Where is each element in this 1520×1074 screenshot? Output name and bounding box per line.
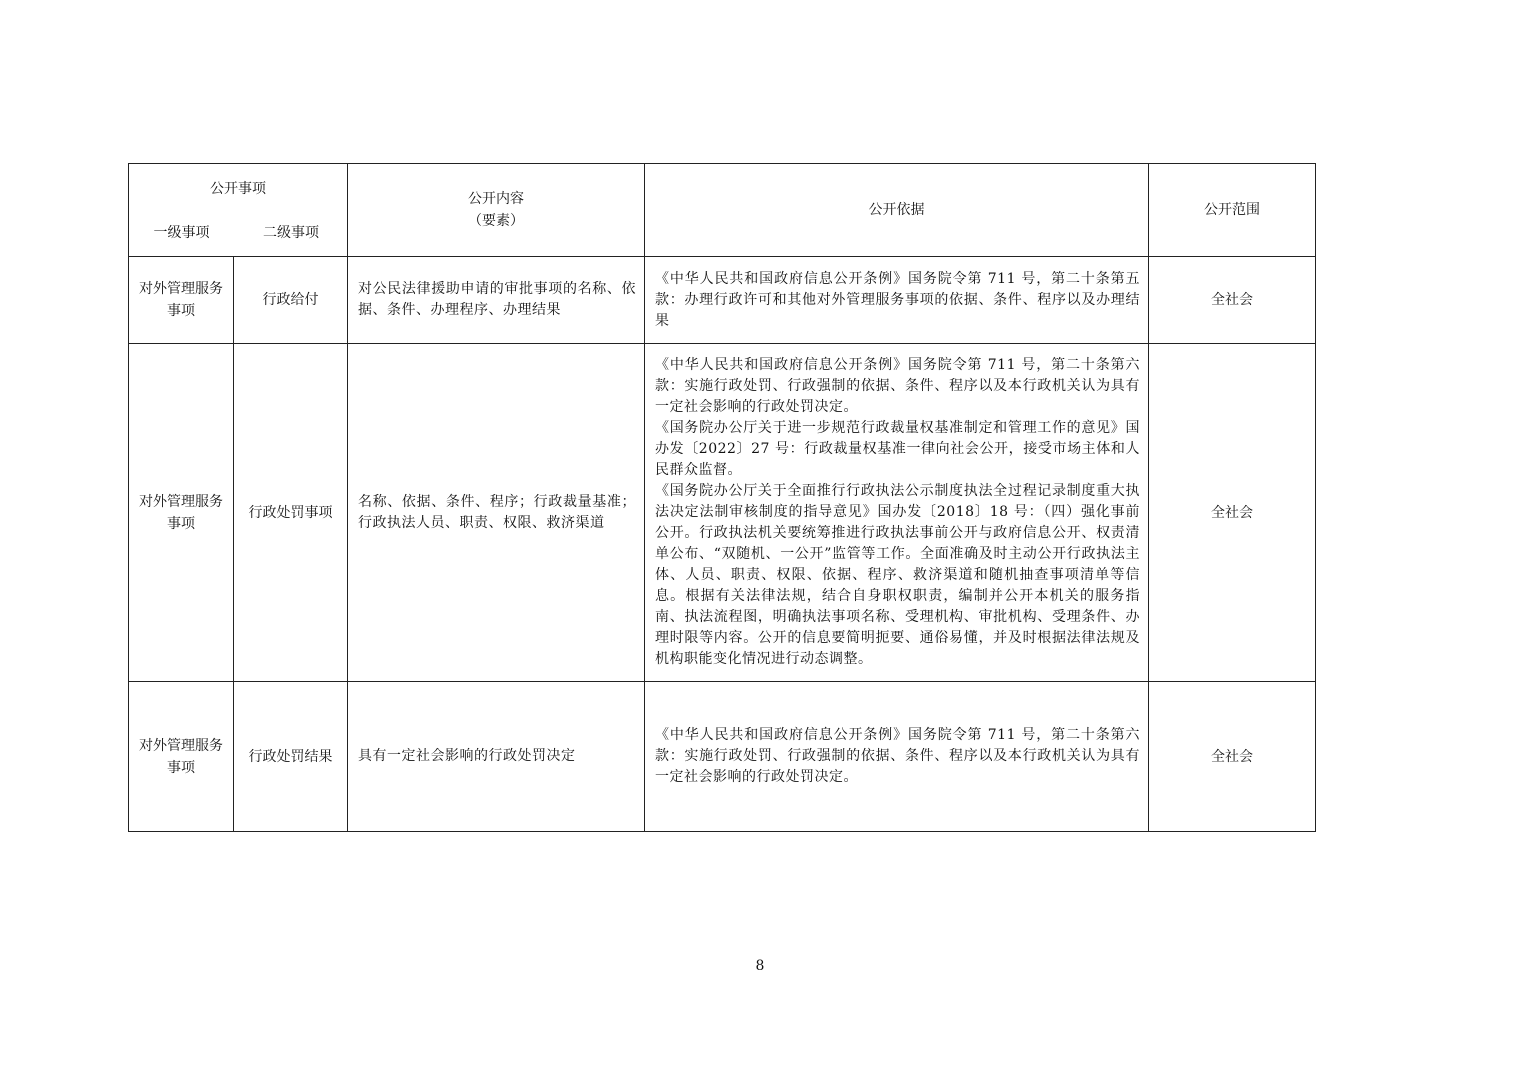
disclosure-table	[128, 163, 1316, 832]
row-level2: 行政处罚结果	[234, 682, 348, 832]
header-content-elements: （要素）	[468, 213, 524, 229]
header-level1: 一级事项	[153, 225, 210, 241]
header-scope: 公开范围	[1149, 164, 1316, 257]
row-basis	[645, 344, 1149, 682]
row-basis	[645, 682, 1149, 832]
row-level1: 对外管理服务事项	[129, 257, 234, 344]
header-content-cell	[348, 164, 645, 257]
header-matters-cell	[129, 164, 348, 257]
row-scope: 全社会	[1149, 682, 1316, 832]
table-row	[129, 682, 1316, 832]
row-level1: 对外管理服务事项	[129, 344, 234, 682]
header-row	[129, 164, 1316, 257]
page-number: 8	[755, 958, 765, 974]
row-scope: 全社会	[1149, 344, 1316, 682]
table-row	[129, 344, 1316, 682]
table-row	[129, 257, 1316, 344]
header-level2: 二级事项	[263, 225, 319, 241]
basis-paragraph: 《国务院办公厅关于进一步规范行政裁量权基准制定和管理工作的意见》国办发〔2022〕27 号：行政裁量权基准一律向社会公开，接受市场主体和人民群众监督。	[655, 420, 1140, 478]
row-level2: 行政处罚事项	[234, 344, 348, 682]
row-content: 对公民法律援助申请的审批事项的名称、依据、条件、办理程序、办理结果	[348, 257, 645, 344]
row-scope: 全社会	[1149, 257, 1316, 344]
header-matters: 公开事项	[210, 181, 266, 197]
basis-paragraph: 《国务院办公厅关于全面推行行政执法公示制度执法全过程记录制度重大执法决定法制审核制度的指导意见》国办发〔2018〕18 号：（四）强化事前公开。行政执法机关要统筹推进行政执法事前公开与政府信息公开、权责清单公布、“双随机、一公开”监管等工作。全面准确及时主动公开行政执法主体、人员、职责、权限、依据、程序、救济渠道和随机抽查事项清单等信息。根据有关法律法规，结合自身职权职责，编制并公开本机关的服务指南、执法流程图，明确执法事项名称、受理机构、审批机构、受理条件、办理时限等内容。公开的信息要简明扼要、通俗易懂，并及时根据法律法规及机构职能变化情况进行动态调整。	[655, 483, 1140, 667]
row-content: 具有一定社会影响的行政处罚决定	[348, 682, 645, 832]
row-content: 名称、依据、条件、程序；行政裁量基准；行政执法人员、职责、权限、救济渠道	[348, 344, 645, 682]
basis-paragraph: 《中华人民共和国政府信息公开条例》国务院令第 711 号，第二十条第五款：办理行政许可和其他对外管理服务事项的依据、条件、程序以及办理结果	[655, 270, 1140, 329]
basis-paragraph: 《中华人民共和国政府信息公开条例》国务院令第 711 号，第二十条第六款：实施行政处罚、行政强制的依据、条件、程序以及本行政机关认为具有一定社会影响的行政处罚决定。	[655, 727, 1140, 785]
header-basis: 公开依据	[645, 164, 1149, 257]
row-basis	[645, 257, 1149, 344]
row-level2: 行政给付	[234, 257, 348, 344]
header-content: 公开内容	[468, 191, 524, 207]
row-level1: 对外管理服务事项	[129, 682, 234, 832]
basis-paragraph: 《中华人民共和国政府信息公开条例》国务院令第 711 号，第二十条第六款：实施行政处罚、行政强制的依据、条件、程序以及本行政机关认为具有一定社会影响的行政处罚决定。	[655, 357, 1140, 415]
